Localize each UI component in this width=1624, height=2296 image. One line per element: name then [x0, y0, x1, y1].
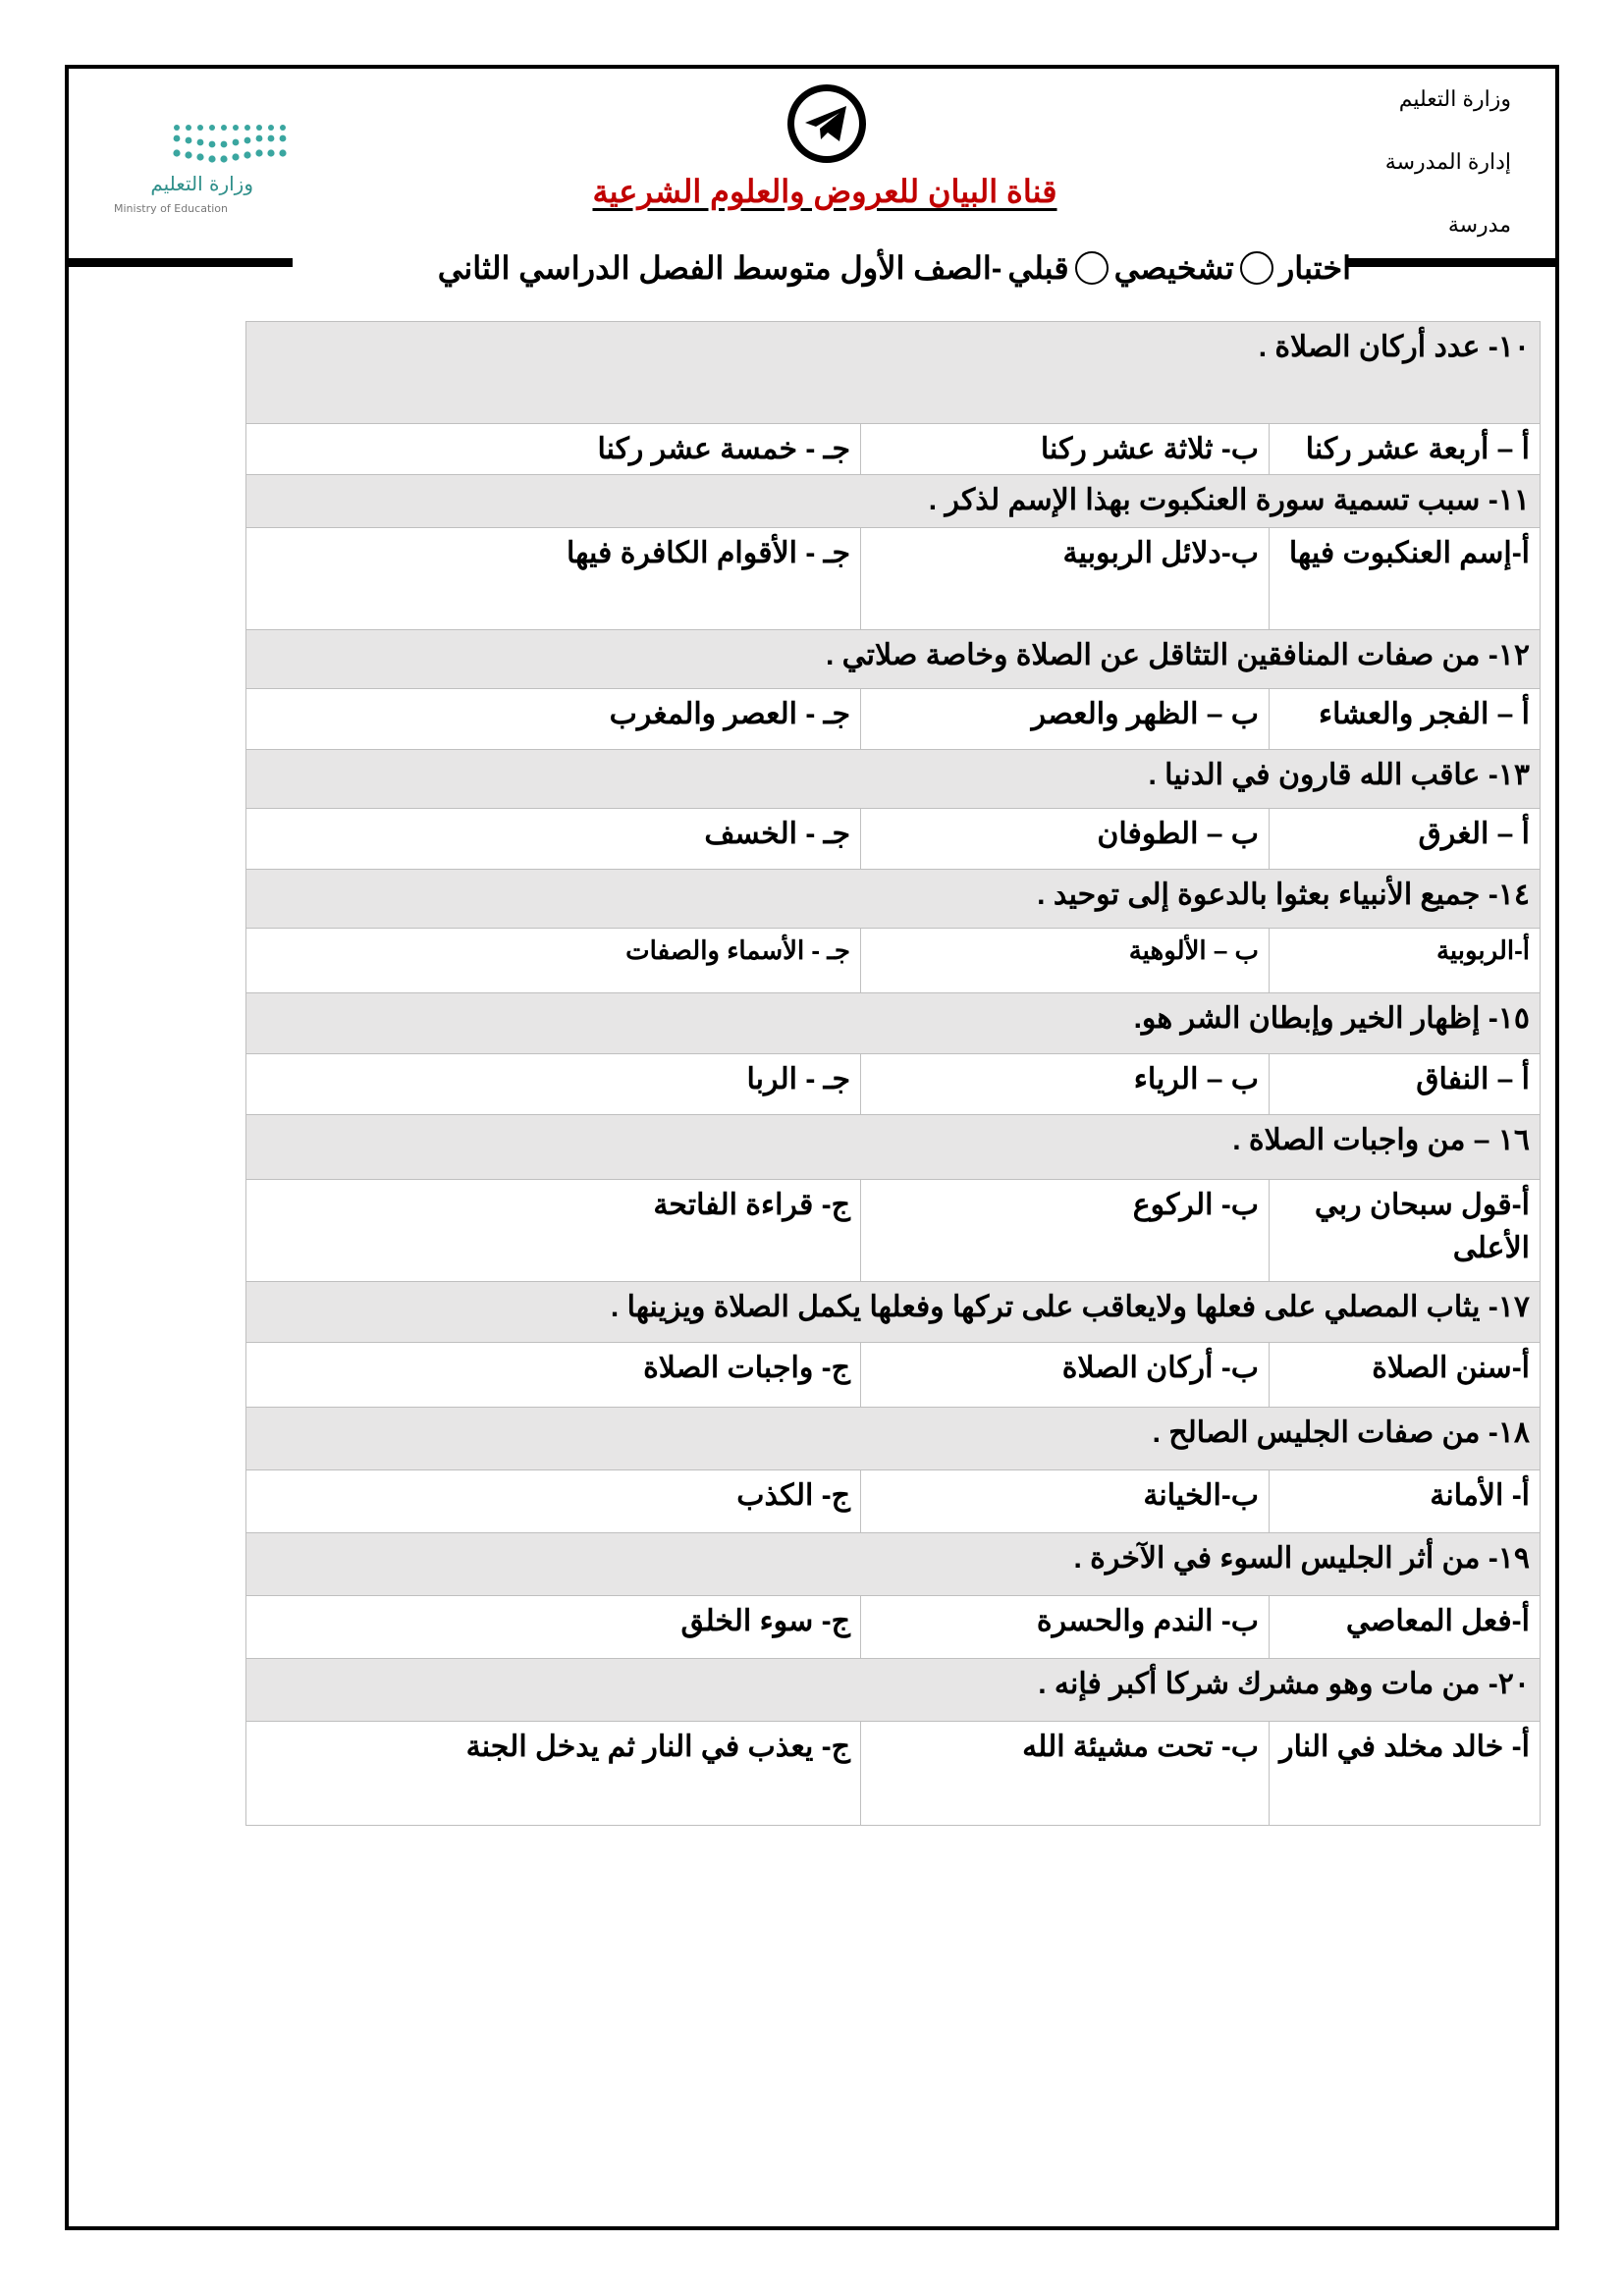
question-19-text: ١٩- من أثر الجليس السوء في الآخرة . [246, 1533, 1541, 1596]
question-10-option-c: جـ - خمسة عشر ركنا [246, 424, 861, 475]
question-10-option-a: أ – أربعة عشر ركنا [1270, 424, 1541, 475]
question-15-text: ١٥- إظهار الخير وإبطان الشر هو. [246, 993, 1541, 1054]
option-circle-diagnostic[interactable] [1240, 251, 1273, 285]
exam-grade: -الصف الأول متوسط الفصل الدراسي الثاني [437, 250, 1002, 286]
question-20-option-c: ج- يعذب في النار ثم يدخل الجنة [246, 1722, 861, 1826]
ministry-logo [106, 114, 302, 222]
telegram-icon [785, 82, 868, 165]
question-17-text: ١٧- يثاب المصلي على فعلها ولايعاقب على تركها وفعلها يكمل الصلاة ويزينها . [246, 1282, 1541, 1343]
title-bar-left [69, 258, 293, 267]
logo-arabic-text: وزارة التعليم [150, 172, 253, 195]
question-18-option-b: ب-الخيانة [861, 1470, 1270, 1533]
question-16-text: ١٦ – من واجبات الصلاة . [246, 1115, 1541, 1180]
channel-name: قناة البيان للعروض والعلوم الشرعية [592, 174, 1057, 209]
question-20-option-b: ب- تحت مشيئة الله [861, 1722, 1270, 1826]
question-13-option-b: ب – الطوفان [861, 809, 1270, 870]
question-17-option-c: ج- واجبات الصلاة [246, 1343, 861, 1408]
ministry-label: وزارة التعليم [1398, 86, 1511, 111]
question-10-text: ١٠- عدد أركان الصلاة . [246, 322, 1541, 424]
question-14-option-b: ب – الألوهية [861, 929, 1270, 993]
question-14-option-a: أ-الربوبية [1270, 929, 1541, 993]
question-16-option-a: أ-قول سبحان ربي الأعلى [1270, 1180, 1541, 1282]
question-11-option-a: أ-إسم العنكبوت فيها [1270, 528, 1541, 630]
question-12-option-a: أ – الفجر والعشاء [1270, 689, 1541, 750]
question-18-text: ١٨- من صفات الجليس الصالح . [246, 1408, 1541, 1470]
logo-english-text: Ministry of Education [114, 202, 229, 215]
question-13-option-a: أ – الغرق [1270, 809, 1541, 870]
questions-table [245, 321, 1541, 1826]
question-18-option-c: ج- الكذب [246, 1470, 861, 1533]
exam-title [291, 243, 1351, 293]
question-11-text: ١١- سبب تسمية سورة العنكبوت بهذا الإسم لذكر . [246, 475, 1541, 528]
question-11-option-c: جـ - الأقوام الكافرة فيها [246, 528, 861, 630]
question-15-option-b: ب – الرياء [861, 1054, 1270, 1115]
question-14-option-c: جـ - الأسماء والصفات [246, 929, 861, 993]
school-label: مدرسة [1447, 212, 1511, 237]
question-13-text: ١٣- عاقب الله قارون في الدنيا . [246, 750, 1541, 809]
question-11-option-b: ب-دلائل الربوبية [861, 528, 1270, 630]
question-12-option-c: جـ - العصر والمغرب [246, 689, 861, 750]
question-17-option-a: أ-سنن الصلاة [1270, 1343, 1541, 1408]
question-16-option-b: ب- الركوع [861, 1180, 1270, 1282]
exam-option-pre: قبلي [1007, 250, 1069, 286]
administration-label: إدارة المدرسة [1384, 149, 1511, 174]
question-16-option-c: ج- قراءة الفاتحة [246, 1180, 861, 1282]
question-12-text: ١٢- من صفات المنافقين التثاقل عن الصلاة وخاصة صلاتي . [246, 630, 1541, 689]
question-18-option-a: أ- الأمانة [1270, 1470, 1541, 1533]
question-15-option-c: جـ - الربا [246, 1054, 861, 1115]
exam-option-diagnostic: تشخيصي [1113, 250, 1234, 286]
question-20-option-a: أ- خالد مخلد في النار [1270, 1722, 1541, 1826]
option-circle-pre[interactable] [1075, 251, 1109, 285]
question-17-option-b: ب- أركان الصلاة [861, 1343, 1270, 1408]
question-20-text: ٢٠- من مات وهو مشرك شركا أكبر فإنه . [246, 1659, 1541, 1722]
exam-word: اختبار [1278, 250, 1351, 286]
question-12-option-b: ب – الظهر والعصر [861, 689, 1270, 750]
question-15-option-a: أ – النفاق [1270, 1054, 1541, 1115]
question-10-option-b: ب- ثلاثة عشر ركنا [861, 424, 1270, 475]
question-13-option-c: جـ - الخسف [246, 809, 861, 870]
title-bar-right [1347, 258, 1555, 267]
question-19-option-a: أ-فعل المعاصي [1270, 1596, 1541, 1659]
question-19-option-c: ج- سوء الخلق [246, 1596, 861, 1659]
question-14-text: ١٤- جميع الأنبياء بعثوا بالدعوة إلى توحيد . [246, 870, 1541, 929]
question-19-option-b: ب- الندم والحسرة [861, 1596, 1270, 1659]
